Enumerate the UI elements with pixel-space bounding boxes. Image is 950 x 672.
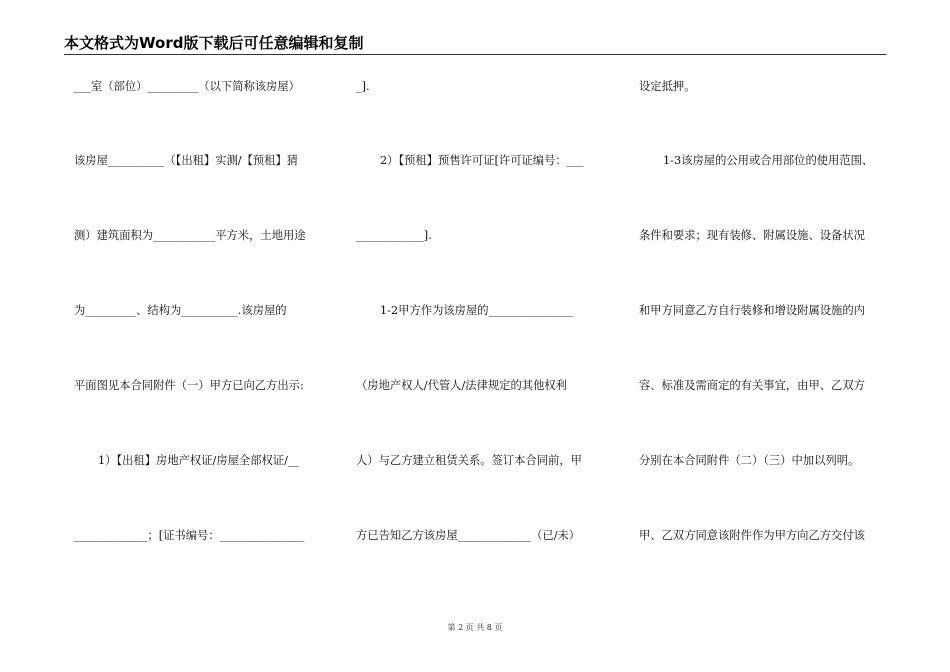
text-line: （房地产权人/代管人/法律规定的其他权利 bbox=[356, 379, 567, 392]
text-line: 该房屋__________（【出租】实测/【预租】猜 bbox=[74, 154, 299, 167]
text-line: 方已告知乙方该房屋_____________（已/未） bbox=[356, 529, 581, 542]
text-line: 分别在本合同附件（二）（三）中加以列明。 bbox=[639, 454, 860, 467]
text-line: _____________；[证书编号：_______________ bbox=[74, 529, 305, 542]
text-line: 甲、乙双方同意该附件作为甲方向乙方交付该 bbox=[639, 529, 865, 542]
text-line: 2）【预租】预售许可证[许可证编号：___ bbox=[380, 154, 584, 167]
text-line: 人）与乙方建立租赁关系。签订本合同前，甲 bbox=[356, 454, 582, 467]
text-line: ___室（部位）_________（以下简称该房屋） bbox=[74, 80, 300, 93]
text-line: 平面图见本合同附件（一）甲方已向乙方出示: bbox=[74, 379, 304, 392]
text-line: ____________]. bbox=[356, 229, 432, 242]
text-line: 1-2甲方作为该房屋的_______________ bbox=[380, 304, 574, 317]
text-line: 和甲方同意乙方自行装修和增设附属设施的内 bbox=[639, 304, 865, 317]
text-line: 为_________、结构为__________.该房屋的 bbox=[74, 304, 287, 317]
text-line: _]. bbox=[356, 80, 370, 93]
text-line: 1）【出租】房地产权证/房屋全部权证/__ bbox=[98, 454, 300, 467]
text-line: 容、标准及需商定的有关事宜，由甲、乙双方 bbox=[639, 379, 865, 392]
header-divider bbox=[64, 54, 886, 55]
text-line: 条件和要求；现有装修、附属设施、设备状况 bbox=[639, 229, 865, 242]
page-number: 第 2 页 共 8 页 bbox=[447, 623, 503, 632]
text-line: 设定抵押。 bbox=[639, 80, 696, 93]
text-line: 1-3该房屋的公用或合用部位的使用范围、 bbox=[663, 154, 874, 167]
page-header-title: 本文格式为Word版下载后可任意编辑和复制 bbox=[64, 34, 364, 52]
text-line: 测）建筑面积为___________平方米，土地用途 bbox=[74, 229, 306, 242]
